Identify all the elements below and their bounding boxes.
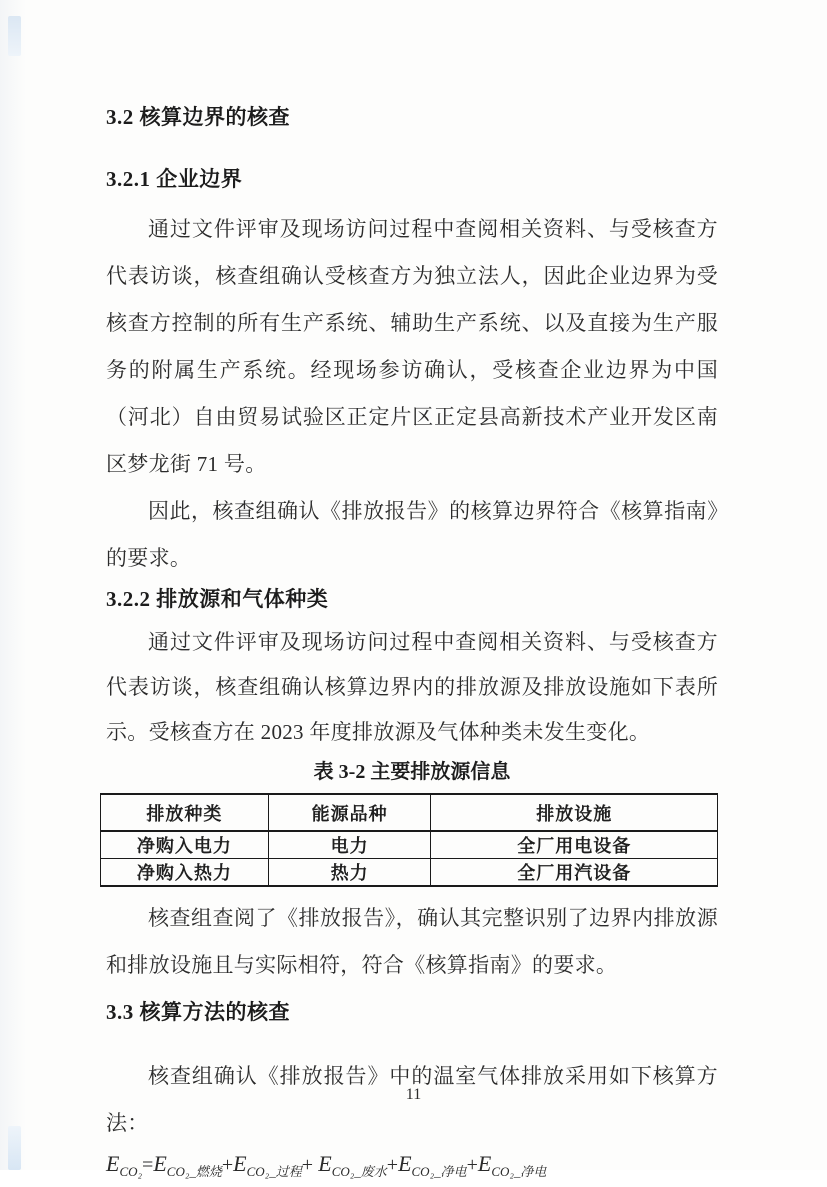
section-3-2-1-paragraph-1: 通过文件评审及现场访问过程中查阅相关资料、与受核查方代表访谈，核查组确认受核查方为独立法人，因此企业边界为受核查方控制的所有生产系统、辅助生产系统、以及直接为生产服务的附属生产系统。经现场参访确认，受核查企业边界为中国（河北）自由贸易试验区正定片区正定县高新技术产业开发区南区梦龙街 71 号。 (106, 217, 718, 476)
formula-term-base: E (233, 1151, 247, 1176)
plus-sign: + (466, 1154, 478, 1176)
table-cell: 电力 (268, 831, 431, 859)
scan-artifact-bottom (8, 1126, 21, 1170)
section-3-2-2-paragraph-2: 核查组查阅了《排放报告》，确认其完整识别了边界内排放源和排放设施且与实际相符，符合《核算指南》的要求。 (106, 906, 718, 977)
plus-sign: + (301, 1154, 313, 1176)
section-3-2-2-heading: 3.2.2 排放源和气体种类 (106, 587, 329, 611)
plus-sign: + (221, 1154, 234, 1176)
formula-lhs-base: E (106, 1151, 120, 1176)
plus-sign: + (386, 1154, 399, 1176)
formula-term-subscript: CO₂_净电 (411, 1164, 467, 1180)
formula-term-base: E (318, 1151, 332, 1176)
table-cell: 热力 (268, 859, 431, 887)
formula-term-base: E (153, 1151, 167, 1176)
table-3-2-title: 表 3-2 主要排放源信息 (313, 761, 511, 783)
table-cell: 净购入热力 (101, 859, 269, 887)
table-cell: 净购入电力 (101, 831, 269, 859)
scan-artifact-top (8, 16, 21, 56)
formula-term-base: E (398, 1151, 412, 1176)
section-3-2-heading: 3.2 核算边界的核查 (106, 105, 290, 129)
formula-term-base: E (477, 1151, 492, 1176)
table-header-emission-type: 排放种类 (101, 794, 269, 831)
section-3-2-1-heading: 3.2.1 企业边界 (106, 167, 243, 191)
section-3-2-1-paragraph-2: 因此，核查组确认《排放报告》的核算边界符合《核算指南》的要求。 (106, 499, 718, 570)
section-3-2-2-paragraph-1: 通过文件评审及现场访问过程中查阅相关资料、与受核查方代表访谈，核查组确认核算边界内的排放源及排放设施如下表所示。受核查方在 2023 年度排放源及气体种类未发生变化。 (106, 630, 718, 744)
table-row (101, 859, 718, 887)
table-cell: 全厂用电设备 (431, 831, 718, 859)
emission-source-table (100, 793, 718, 887)
table-header-row (101, 794, 718, 831)
formula-lhs-subscript: CO₂ (119, 1164, 143, 1180)
document-content (106, 0, 718, 1187)
table-cell: 全厂用汽设备 (431, 859, 718, 887)
co2-emission-formula (106, 1149, 718, 1187)
table-row (101, 831, 718, 859)
table-header-emission-facility: 排放设施 (431, 794, 718, 831)
scan-edge-shading (0, 0, 26, 1170)
section-3-3-heading: 3.3 核算方法的核查 (106, 1000, 290, 1024)
page-number: 11 (405, 1086, 422, 1103)
formula-term-subscript: CO₂_废水 (331, 1164, 387, 1180)
section-3-3-paragraph-1: 核查组确认《排放报告》中的温室气体排放采用如下核算方法： (106, 1064, 718, 1135)
equals-sign: = (142, 1154, 154, 1176)
formula-term-subscript: CO₂_过程 (246, 1164, 302, 1180)
formula-term-subscript: CO₂_净电 (491, 1164, 547, 1180)
table-header-energy-type: 能源品种 (268, 794, 431, 831)
formula-term-subscript: CO₂_燃烧 (166, 1164, 222, 1180)
